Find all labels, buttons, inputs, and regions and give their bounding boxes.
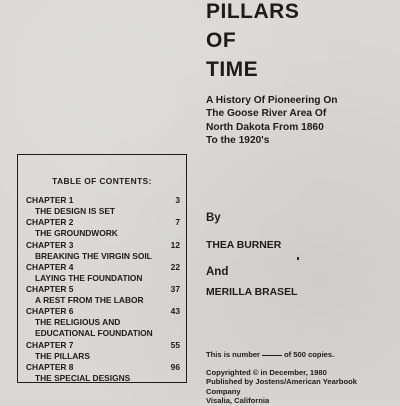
chapter-label: CHAPTER 1	[26, 195, 74, 205]
subtitle-line: To the 1920's	[206, 134, 270, 146]
chapter-label: CHAPTER 6	[26, 306, 74, 317]
toc-heading: TABLE OF CONTENTS:	[52, 176, 152, 186]
chapter-title: LAYING THE FOUNDATION	[35, 272, 143, 283]
toc-entry-chapter-1	[26, 195, 180, 217]
chapter-page-number: 55	[170, 339, 180, 350]
chapter-title: THE RELIGIOUS AND	[35, 317, 121, 328]
copyright-line: Copyrighted © in December, 1980	[206, 368, 327, 377]
chapter-page-number: 22	[170, 261, 180, 272]
byline-by: By	[206, 212, 221, 224]
toc-entry-chapter-7	[26, 340, 180, 362]
edition-suffix: of 500 copies.	[284, 350, 335, 359]
chapter-title: THE DESIGN IS SET	[35, 206, 116, 216]
chapter-title: A REST FROM THE LABOR	[35, 295, 144, 306]
chapter-label: CHAPTER 4	[26, 261, 74, 272]
edition-number-line	[206, 350, 334, 359]
title-line: PILLARS	[206, 0, 300, 23]
chapter-label: CHAPTER 8	[26, 362, 74, 373]
subtitle-line: A History Of Pioneering On	[206, 95, 338, 106]
toc-entry-chapter-5	[26, 284, 180, 306]
chapter-page-number: 3	[175, 195, 180, 205]
toc-entry-chapter-3	[26, 240, 180, 262]
chapter-page-number: 37	[170, 284, 180, 295]
title-line: TIME	[206, 58, 259, 81]
book-subtitle	[206, 94, 396, 147]
book-title	[206, 0, 299, 84]
title-line: OF	[206, 29, 237, 52]
toc-entry-chapter-4	[26, 262, 180, 284]
copyright-line: Published by Jostens/American Yearbook	[206, 377, 357, 387]
toc-entry-chapter-6	[26, 306, 180, 339]
chapter-label: CHAPTER 7	[26, 339, 74, 350]
chapter-label: CHAPTER 2	[26, 217, 74, 228]
edition-prefix: This is number	[206, 350, 261, 359]
edition-number-blank	[262, 355, 282, 356]
byline-and: And	[206, 266, 229, 278]
copyright-line: Company	[206, 386, 241, 396]
author-name: MERILLA BRASEL	[206, 287, 298, 298]
print-speck	[297, 257, 299, 260]
chapter-title: THE GROUNDWORK	[35, 228, 118, 239]
subtitle-line: The Goose River Area Of	[206, 108, 327, 120]
toc-list	[26, 195, 180, 384]
chapter-title: THE SPECIAL DESIGNS	[35, 373, 131, 384]
chapter-title-continued: EDUCATIONAL FOUNDATION	[35, 328, 153, 339]
chapter-page-number: 7	[175, 217, 180, 228]
chapter-page-number: 96	[170, 362, 180, 373]
subtitle-line: North Dakota From 1860	[206, 121, 324, 133]
author-name: THEA BURNER	[206, 240, 282, 251]
chapter-label: CHAPTER 3	[26, 239, 74, 250]
chapter-page-number: 43	[170, 306, 180, 317]
chapter-page-number: 12	[170, 239, 180, 250]
chapter-title: THE PILLARS	[35, 350, 90, 361]
chapter-title: BREAKING THE VIRGIN SOIL	[35, 250, 152, 261]
table-of-contents-box	[17, 154, 187, 383]
chapter-label: CHAPTER 5	[26, 284, 74, 295]
toc-entry-chapter-2	[26, 217, 180, 239]
toc-entry-chapter-8	[26, 362, 180, 384]
copyright-line: Visalia, California	[206, 396, 270, 406]
